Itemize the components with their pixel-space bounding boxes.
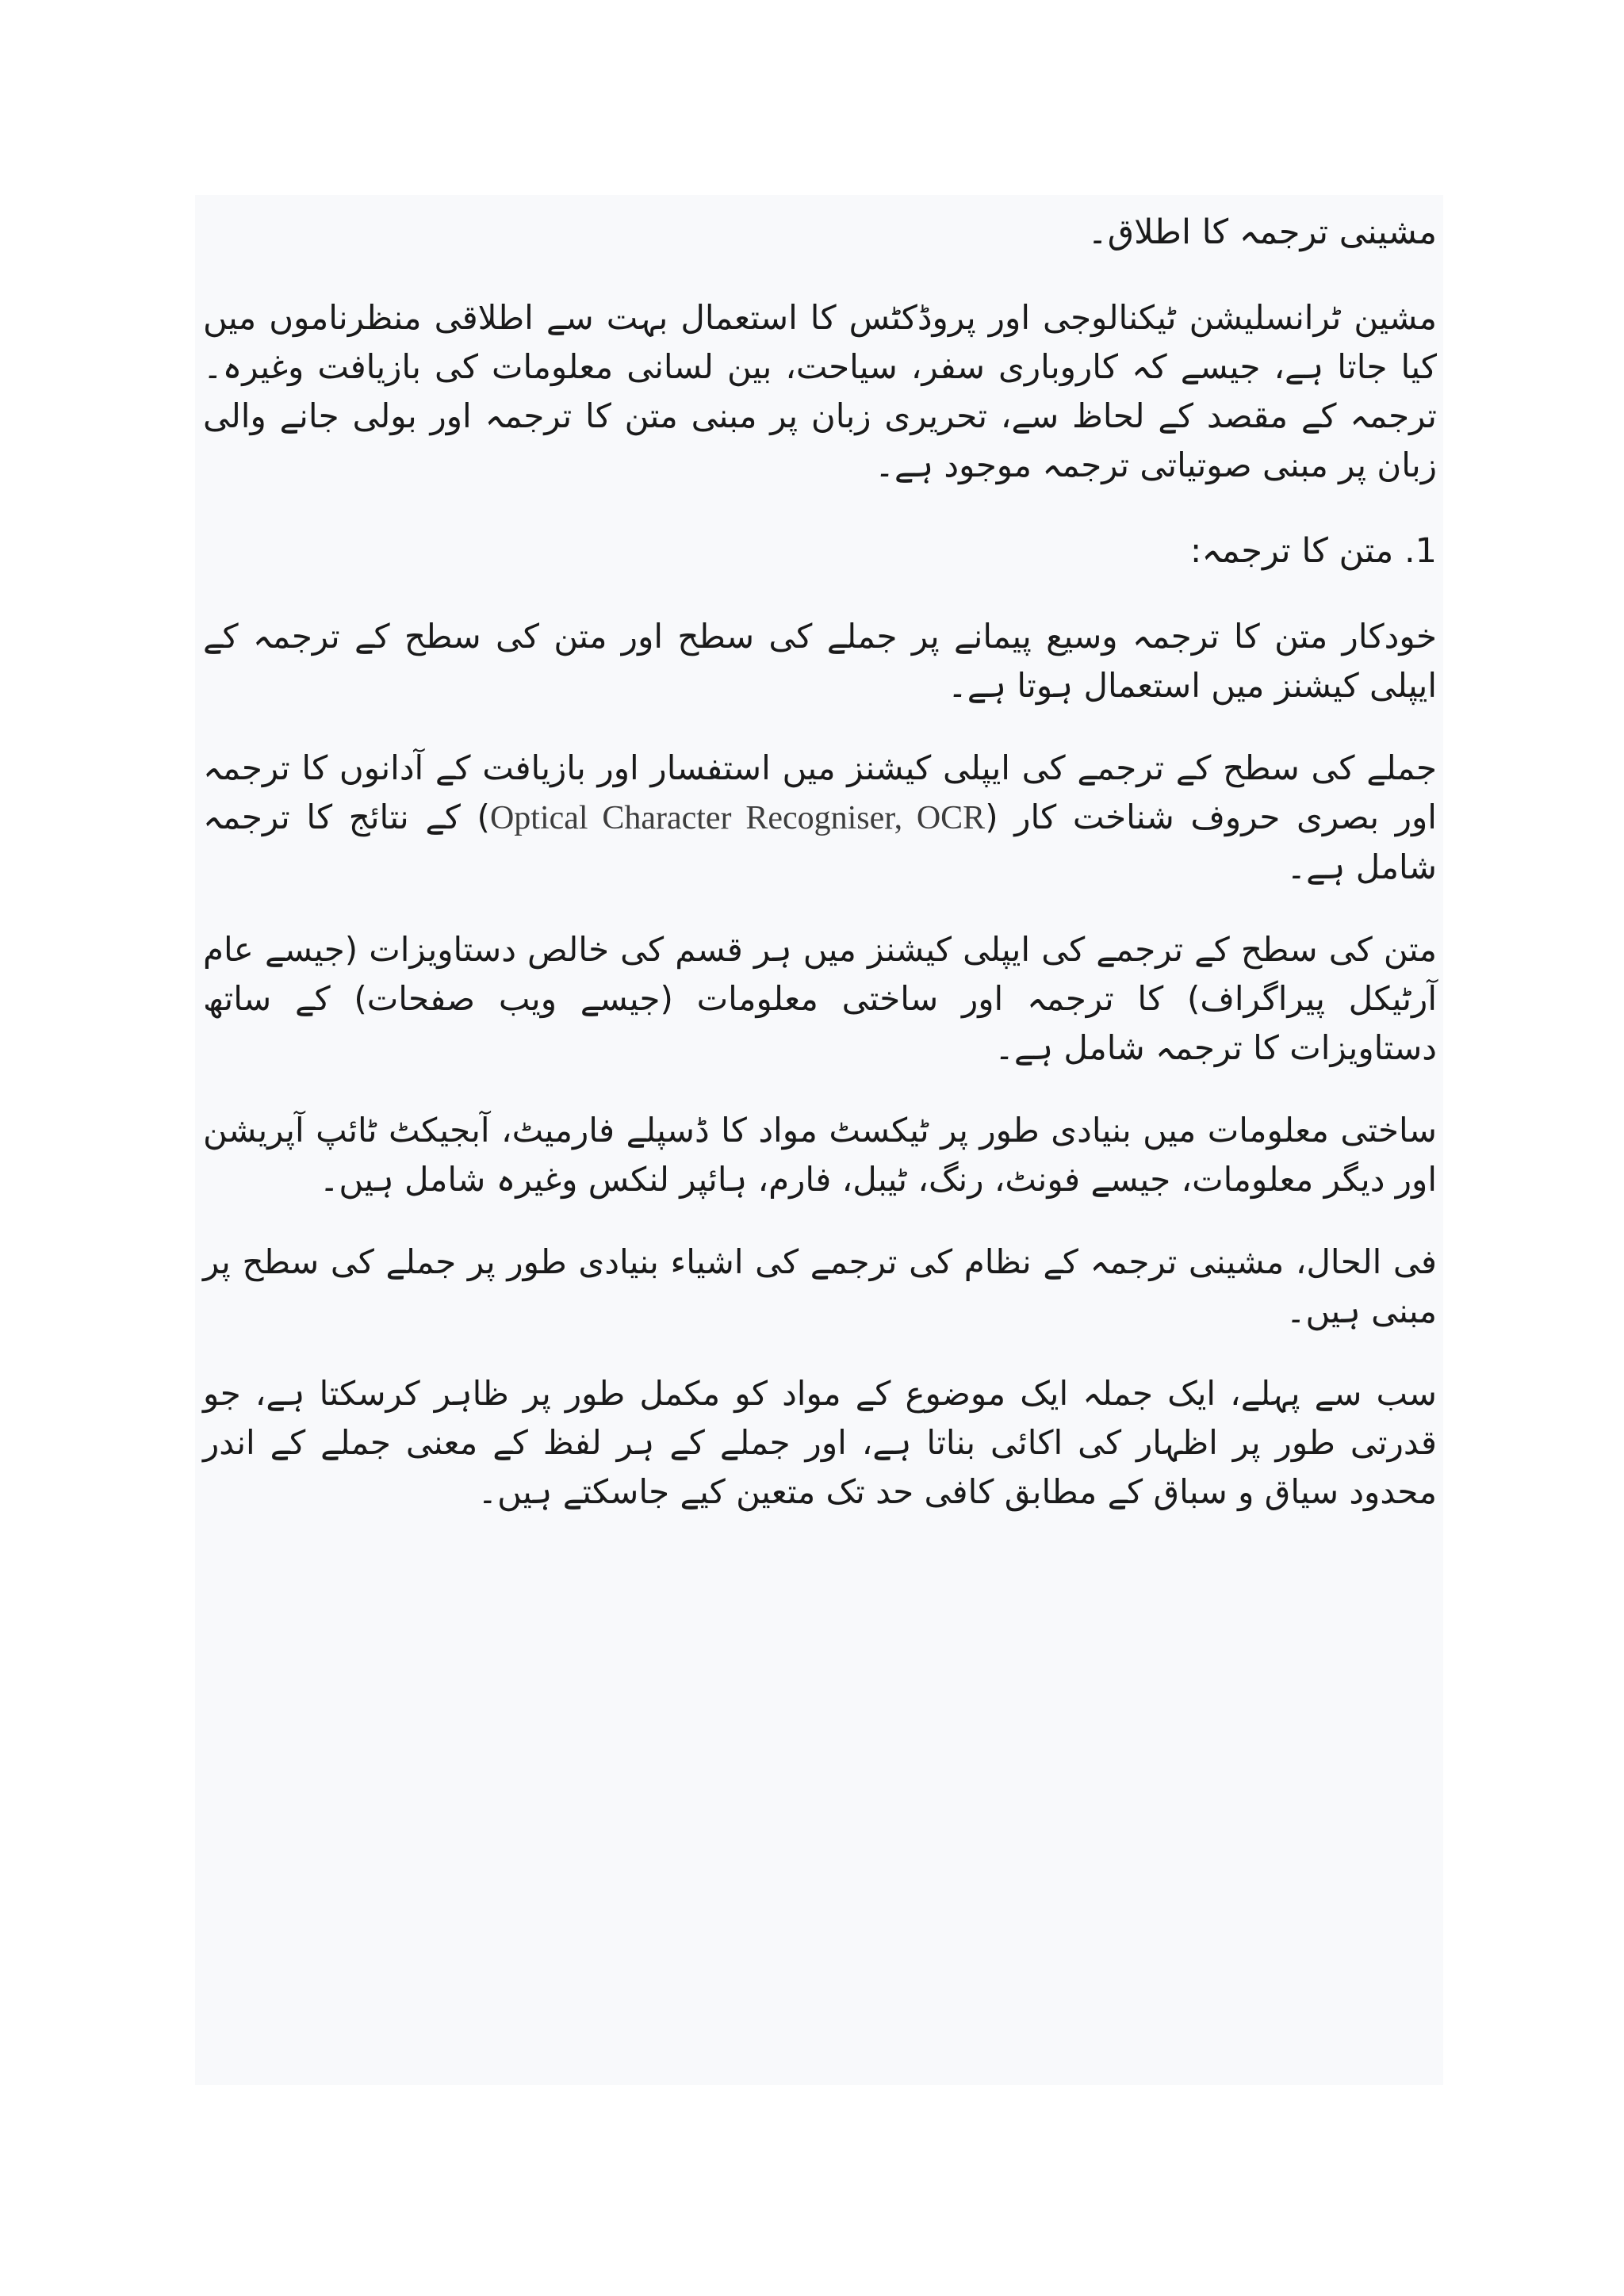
section-heading-text-translation: 1. متن کا ترجمہ: bbox=[1189, 531, 1437, 571]
paragraph-6: سب سے پہلے، ایک جملہ ایک موضوع کے مواد کو مکمل طور پر ظاہر کرسکتا ہے، جو قدرتی طور پر اظہار کی اکائی بناتا ہے، اور جملے کے ہر لفظ کے معنی جملے کے اندر محدود سیاق و سباق کے مطابق کافی حد تک متعین کیے جاسکتے ہیں۔ bbox=[203, 1374, 1437, 1511]
paragraph-2-part-1: جملے کی سطح کے ترجمے کی ایپلی کیشنز میں استفسار اور بازیافت کے آدانوں کا ترجمہ اور بصری حروف شناخت کار ( bbox=[203, 748, 1437, 836]
paragraph-3: متن کی سطح کے ترجمے کی ایپلی کیشنز میں ہر قسم کی خالص دستاویزات (جیسے عام آرٹیکل پیراگراف) کا ترجمہ اور ساختی معلومات (جیسے ویب صفحات) کے ساتھ دستاویزات کا ترجمہ شامل ہے۔ bbox=[203, 930, 1437, 1067]
ocr-term: Optical Character Recogniser, OCR bbox=[489, 800, 986, 836]
paragraph-4: ساختی معلومات میں بنیادی طور پر ٹیکسٹ مواد کا ڈسپلے فارمیٹ، آبجیکٹ ٹائپ آپریشن اور دیگر معلومات، جیسے فونٹ، رنگ، ٹیبل، فارم، ہائپر لنکس وغیرہ شامل ہیں۔ bbox=[203, 1111, 1437, 1199]
paragraph-5: فی الحال، مشینی ترجمہ کے نظام کی ترجمے کی اشیاء بنیادی طور پر جملے کی سطح پر مبنی ہیں۔ bbox=[203, 1242, 1437, 1330]
paragraph-1: خودکار متن کا ترجمہ وسیع پیمانے پر جملے کی سطح اور متن کی سطح کے ترجمہ کے ایپلی کیشنز میں استعمال ہوتا ہے۔ bbox=[203, 617, 1437, 705]
intro-paragraph: مشین ٹرانسلیشن ٹیکنالوجی اور پروڈکٹس کا استعمال بہت سے اطلاقی منظرناموں میں کیا جاتا ہے، جیسے کہ کاروباری سفر، سیاحت، بین لسانی معلومات کی بازیافت وغیرہ۔ترجمہ کے مقصد کے لحاظ سے، تحریری زبان پر مبنی متن کا ترجمہ اور بولی جانے والی زبان پر مبنی صوتیاتی ترجمہ موجود ہے۔ bbox=[203, 298, 1437, 484]
document-body bbox=[203, 195, 1437, 1517]
paragraph-2-part-2: ) کے نتائج کا ترجمہ شامل ہے۔ bbox=[203, 798, 1437, 886]
document-title: مشینی ترجمہ کا اطلاق۔ bbox=[1087, 212, 1437, 252]
paragraph-2 bbox=[203, 744, 1437, 892]
